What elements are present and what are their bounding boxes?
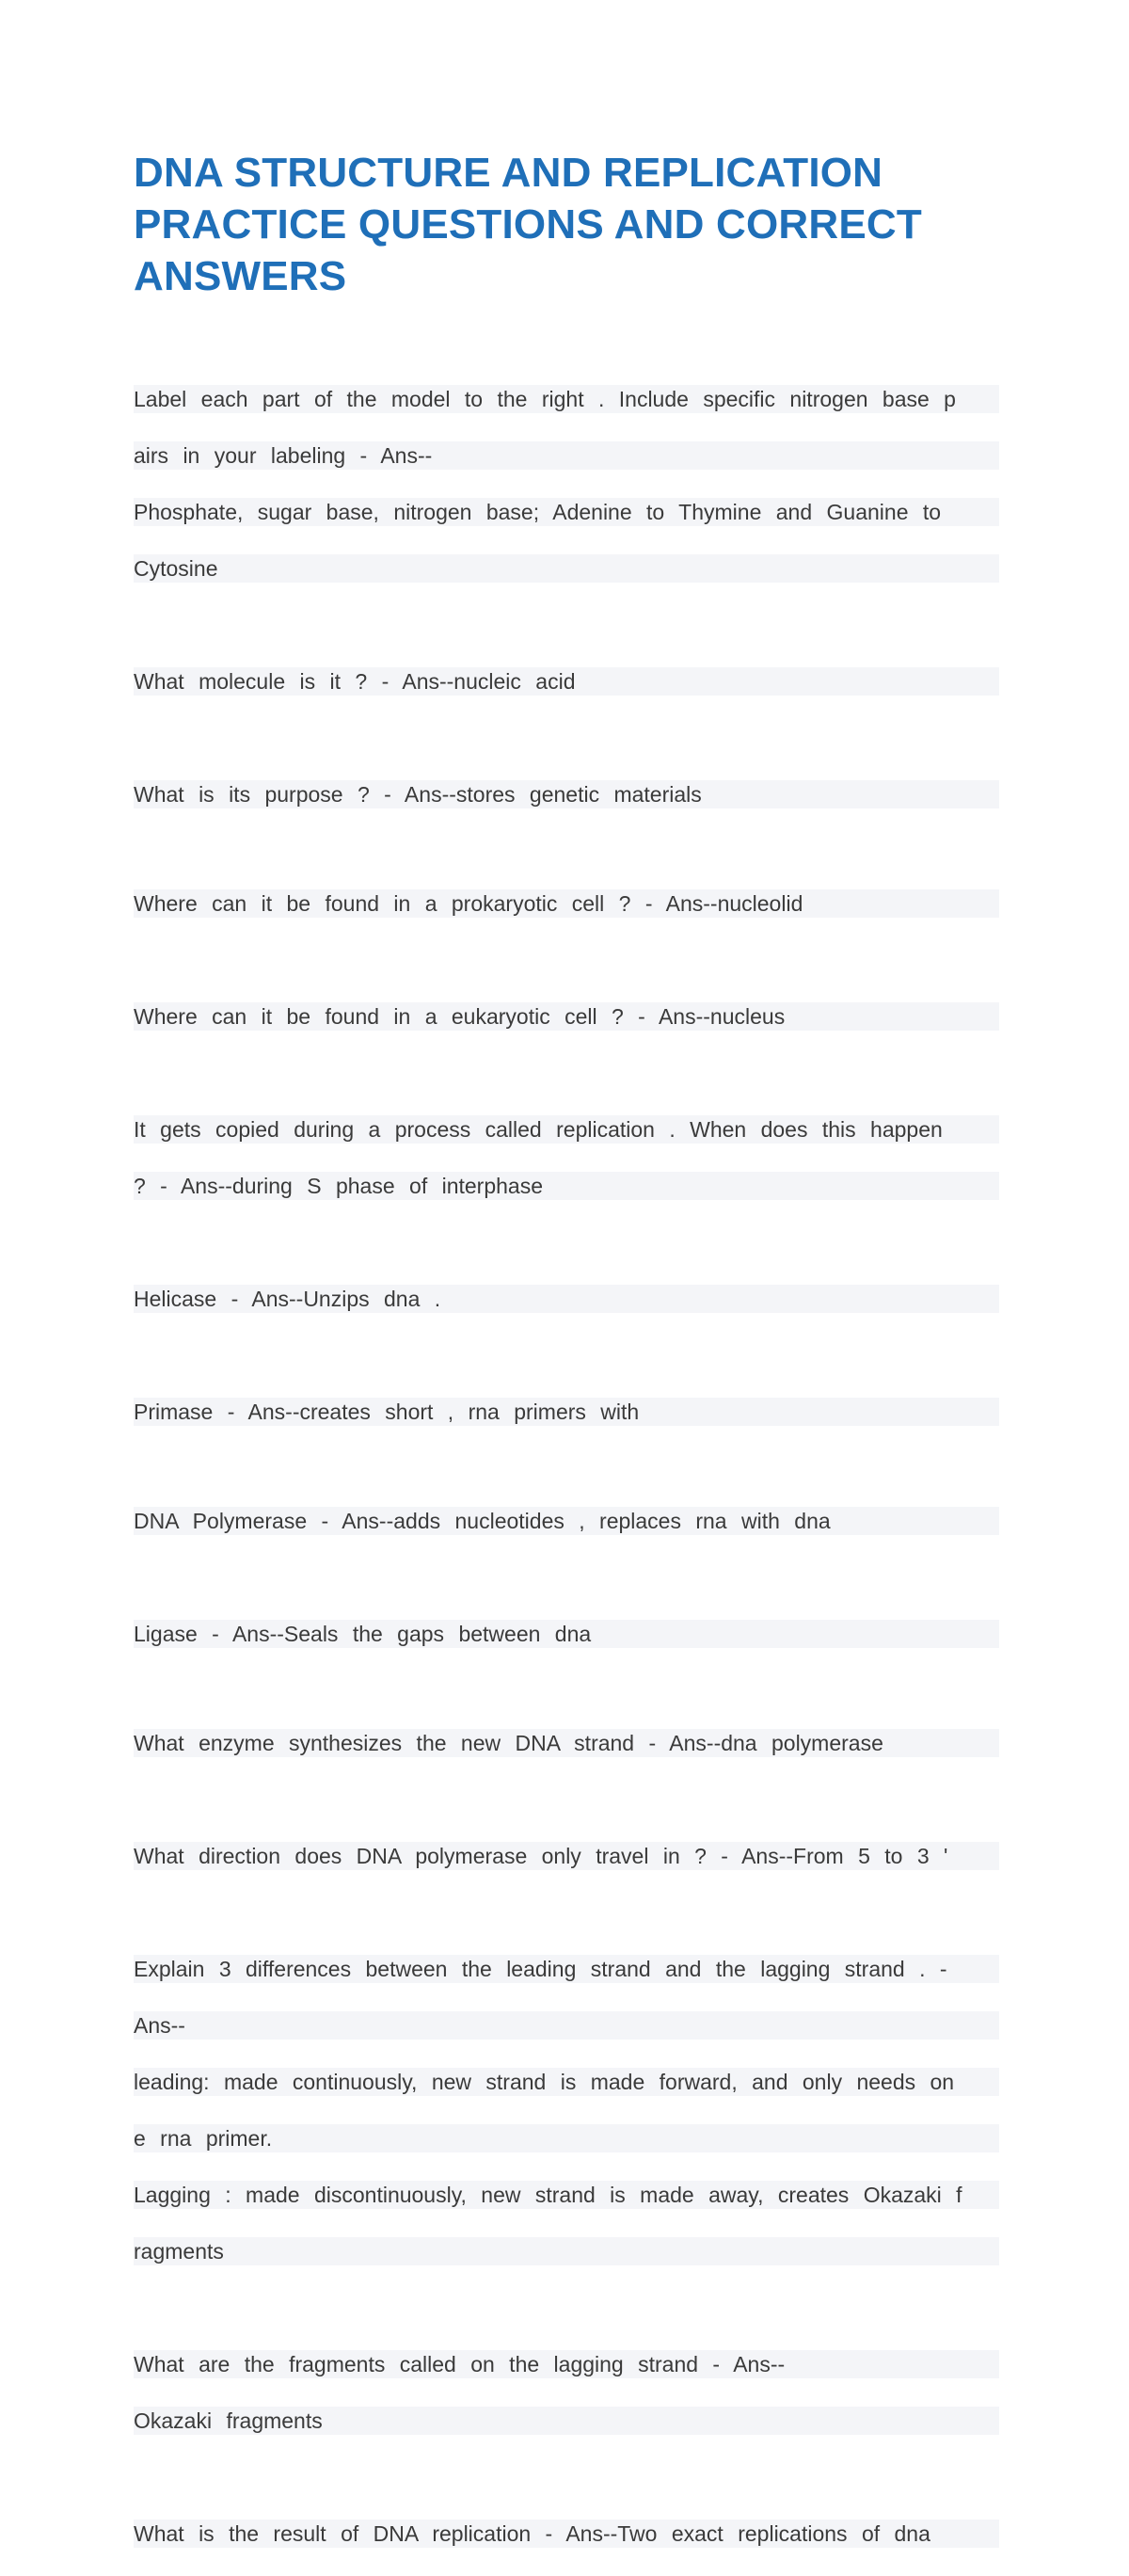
qa-line: It gets copied during a process called replication . When does this happen	[134, 1115, 999, 1144]
document-title: DNA STRUCTURE AND REPLICATION PRACTICE QUESTIONS AND CORRECT ANSWERS	[134, 150, 922, 299]
qa-line: e rna primer.	[134, 2124, 999, 2152]
qa-line: Explain 3 differences between the leading strand and the lagging strand . -	[134, 1955, 999, 1983]
qa-item-primase	[134, 1369, 999, 1454]
qa-line: What enzyme synthesizes the new DNA strand - Ans--dna polymerase	[134, 1729, 999, 1757]
qa-item-molecule	[134, 639, 999, 724]
qa-line: Helicase - Ans--Unzips dna .	[134, 1285, 999, 1313]
qa-item-strand-differences	[134, 1927, 999, 2294]
qa-item-helicase	[134, 1256, 999, 1341]
qa-line: Cytosine	[134, 554, 999, 583]
qa-line: Where can it be found in a eukaryotic cell ? - Ans--nucleus	[134, 1002, 999, 1031]
qa-item-ligase	[134, 1592, 999, 1676]
qa-item-replication-timing	[134, 1087, 999, 1228]
qa-line: Okazaki fragments	[134, 2407, 999, 2435]
qa-line: Ligase - Ans--Seals the gaps between dna	[134, 1620, 999, 1648]
qa-list	[134, 357, 999, 2576]
qa-item-direction	[134, 1814, 999, 1898]
qa-item-enzyme	[134, 1701, 999, 1785]
qa-item-fragments	[134, 2322, 999, 2463]
qa-line: What are the fragments called on the lagging strand - Ans--	[134, 2350, 999, 2378]
qa-line: What direction does DNA polymerase only travel in ? - Ans--From 5 to 3 '	[134, 1842, 999, 1870]
qa-line: airs in your labeling - Ans--	[134, 441, 999, 470]
qa-line: Ans--	[134, 2011, 999, 2040]
qa-item-prokaryotic	[134, 861, 999, 946]
qa-line: Where can it be found in a prokaryotic cell ? - Ans--nucleolid	[134, 889, 999, 918]
qa-item-dna-polymerase	[134, 1479, 999, 1563]
qa-line: What molecule is it ? - Ans--nucleic acid	[134, 667, 999, 696]
qa-line: What is its purpose ? - Ans--stores genetic materials	[134, 780, 999, 808]
qa-line: ragments	[134, 2237, 999, 2265]
qa-line: Phosphate, sugar base, nitrogen base; Adenine to Thymine and Guanine to	[134, 498, 999, 526]
qa-line: What is the result of DNA replication - Ans--Two exact replications of dna	[134, 2520, 999, 2548]
qa-line: leading: made continuously, new strand is made forward, and only needs on	[134, 2068, 999, 2096]
qa-item-label-model	[134, 357, 999, 611]
qa-line: ? - Ans--during S phase of interphase	[134, 1172, 999, 1200]
qa-line: Lagging : made discontinuously, new strand is made away, creates Okazaki f	[134, 2181, 999, 2209]
qa-item-purpose	[134, 752, 999, 837]
qa-line: Label each part of the model to the right . Include specific nitrogen base p	[134, 385, 999, 413]
qa-line: DNA Polymerase - Ans--adds nucleotides , replaces rna with dna	[134, 1507, 999, 1535]
qa-item-result	[134, 2491, 999, 2576]
qa-item-eukaryotic	[134, 974, 999, 1059]
qa-line: Primase - Ans--creates short , rna primers with	[134, 1398, 999, 1426]
